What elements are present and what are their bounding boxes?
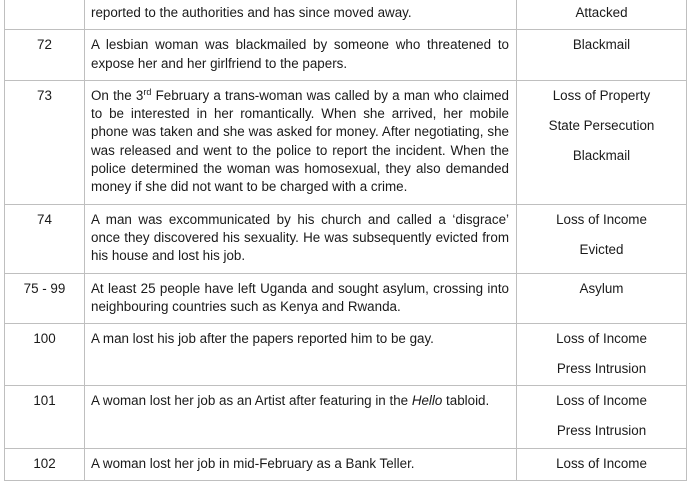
incident-category-cell (517, 30, 687, 81)
category-label: Evicted (579, 241, 624, 257)
description-text: tabloid. (442, 393, 490, 409)
ordinal-suffix: rd (143, 86, 152, 97)
category-label: Loss of Property (552, 87, 651, 103)
incident-id-cell (5, 324, 85, 386)
incident-description (91, 386, 509, 417)
incident-description: A man was excommunicated by his church and called a ‘disgrace’ once they discovered his sexuality. He was subsequently evicted from his house and lost his job. (91, 211, 509, 264)
incident-category-cell (517, 273, 687, 324)
incident-description-cell (85, 324, 517, 386)
incident-id (5, 0, 84, 11)
incident-id: 101 (33, 393, 56, 409)
incident-id: 102 (33, 455, 56, 471)
table-row (5, 0, 687, 30)
category-label: Press Intrusion (556, 361, 647, 377)
incident-description-cell (85, 386, 517, 448)
incident-id: 72 (37, 37, 52, 53)
incident-id: 100 (33, 331, 56, 347)
incident-id-cell (5, 80, 85, 204)
incident-id-cell (5, 0, 85, 30)
category-label: Loss of Income (556, 393, 647, 409)
incident-id-cell (5, 204, 85, 273)
incident-category-cell (517, 80, 687, 204)
table-row (5, 273, 687, 324)
incident-id-cell (5, 30, 85, 81)
incident-description: A woman lost her job in mid-February as a Bank Teller. (91, 455, 415, 471)
incident-category-cell (517, 324, 687, 386)
incident-description-cell (85, 0, 517, 30)
category-label: Blackmail (572, 37, 631, 53)
incident-id: 74 (37, 211, 52, 227)
incident-category-cell (517, 0, 687, 30)
table-row (5, 204, 687, 273)
table-row (5, 386, 687, 448)
incident-id: 73 (37, 87, 52, 103)
incident-description-cell (85, 448, 517, 480)
incident-category-cell (517, 448, 687, 480)
incident-description-cell (85, 273, 517, 324)
incident-id: 75 - 99 (23, 280, 66, 296)
incident-id-cell (5, 386, 85, 448)
description-text: February a trans-woman was called by a man who claimed to be interested in her romantically. When she arrived, her mobile phone was taken and she was asked for money. After negotiating, she was released and went to the police to report the incident. When the police determined the woman was homosexual, they also demanded money if she did not want to be charged with a crime. (91, 87, 509, 195)
incident-description: reported to the authorities and has since moved away. (91, 5, 412, 20)
incident-description: At least 25 people have left Uganda and sought asylum, crossing into neighbouring countries such as Kenya and Rwanda. (91, 280, 509, 314)
category-label: Loss of Income (556, 331, 647, 347)
incident-id-cell (5, 448, 85, 480)
table-row (5, 324, 687, 386)
category-label: State Persecution (548, 117, 655, 133)
incident-description-cell (85, 80, 517, 204)
incident-id-cell (5, 273, 85, 324)
category-label: Attacked (575, 5, 628, 20)
description-text: A woman lost her job as an Artist after featuring in the (91, 393, 412, 409)
incident-category-cell (517, 386, 687, 448)
category-label: Asylum (579, 280, 624, 296)
incident-category-cell (517, 204, 687, 273)
incident-description-cell (85, 30, 517, 81)
tabloid-name: Hello (411, 393, 443, 409)
incident-table (4, 0, 687, 481)
category-label: Blackmail (572, 147, 631, 163)
incident-description: A man lost his job after the papers reported him to be gay. (91, 331, 434, 347)
description-text: On the 3 (91, 87, 144, 103)
table-row (5, 30, 687, 81)
category-label: Loss of Income (556, 455, 647, 471)
category-label: Press Intrusion (556, 423, 647, 439)
incident-description: A lesbian woman was blackmailed by someone who threatened to expose her and her girlfriend to the papers. (91, 37, 509, 71)
incident-description (91, 81, 509, 204)
category-label: Loss of Income (556, 211, 647, 227)
incident-description-cell (85, 204, 517, 273)
table-row (5, 448, 687, 480)
table-row (5, 80, 687, 204)
